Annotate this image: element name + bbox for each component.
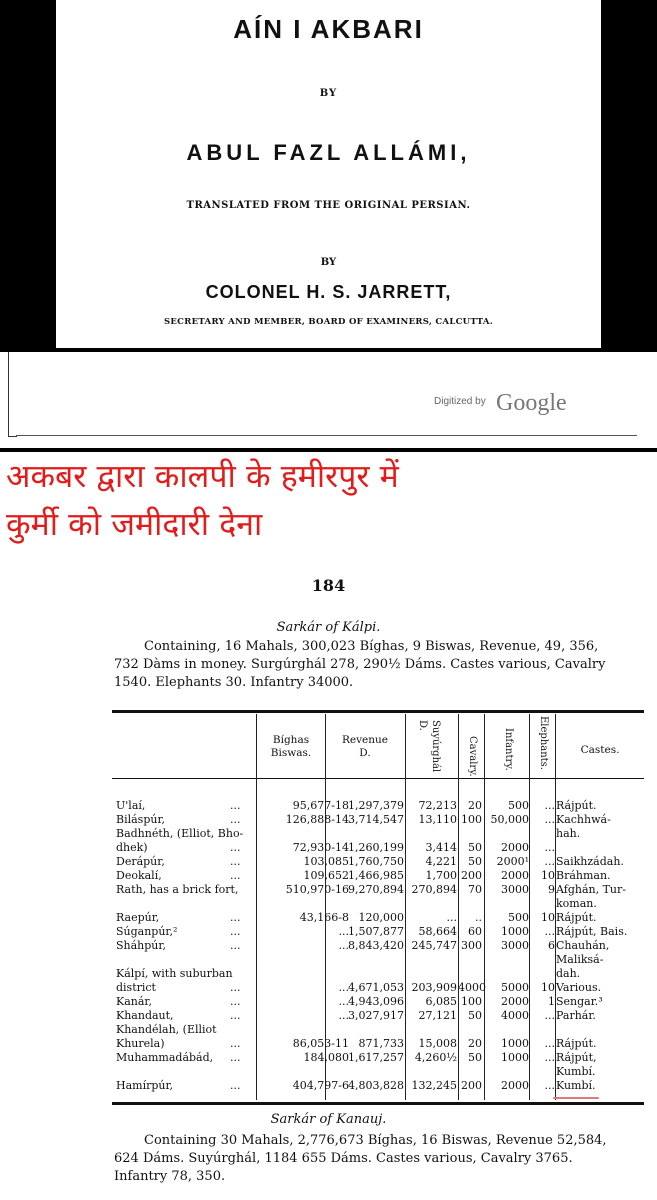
- table-cell-inf: 2000: [501, 841, 529, 854]
- title-page-panel: [0, 0, 657, 348]
- table-cell-name: Badhnéth, (Elliot, Bho-: [116, 827, 244, 840]
- table-cell-cav: 50: [468, 855, 482, 868]
- table-cell-name: Biláspúr,: [116, 813, 165, 826]
- header-elephants-label: Elephants.: [538, 716, 549, 770]
- table-row: [112, 968, 644, 980]
- table-cell-cav: 50: [468, 841, 482, 854]
- table-row: [112, 1024, 644, 1036]
- hindi-caption-line-2: कुर्मी को जमीदारी देना: [6, 505, 263, 543]
- table-cell-name: Raepúr,: [116, 911, 160, 924]
- table-cell-revenue: 1,260,199: [348, 841, 404, 854]
- table-cell-castes: Rájpút, Bais.: [556, 925, 628, 938]
- sarkar-kanauj-summary: [114, 1132, 644, 1186]
- table-cell-suy: 3,414: [425, 841, 457, 854]
- table-cell-castes: Chauhán,: [556, 939, 610, 952]
- table-cell-name: Khandaut,: [116, 1009, 174, 1022]
- table-cell-bighas: ...: [338, 1009, 349, 1022]
- translator-role: SECRETARY AND MEMBER, BOARD OF EXAMINERS, CALCUTTA.: [163, 317, 494, 327]
- table-cell-ele: 9: [548, 883, 555, 896]
- header-suyurghal-label: Suyúrghál: [430, 720, 441, 773]
- header-cavalry-label: Cavalry.: [467, 736, 478, 777]
- table-cell-name: Derápúr,: [116, 855, 165, 868]
- table-bottom-rule: [112, 1102, 644, 1105]
- table-cell-cav: 20: [468, 799, 482, 812]
- header-biswas-label: Biswas.: [270, 747, 312, 759]
- table-cell-bighas: 404,797-6: [292, 1079, 349, 1092]
- table-cell-revenue: 1,760,750: [348, 855, 404, 868]
- table-cell-inf: 4000: [501, 1009, 529, 1022]
- table-cell-bighas: ...: [338, 939, 349, 952]
- table-cell-bighas: 95,677-18: [292, 799, 349, 812]
- table-row: [112, 996, 644, 1008]
- table-header-rule: [112, 778, 644, 779]
- table-cell-inf: 500: [508, 911, 529, 924]
- table-cell-castes: Saikhzádah.: [556, 855, 624, 868]
- table-cell-ele: ...: [544, 855, 555, 868]
- table-cell-inf: 50,000: [490, 813, 529, 826]
- table-cell-name: Kanár,: [116, 995, 152, 1008]
- table-cell-cav: 200: [461, 869, 482, 882]
- header-revenue-label: Revenue: [341, 734, 388, 746]
- table-cell-ele: ...: [544, 1079, 555, 1092]
- header-infantry-label: Infantry.: [503, 728, 514, 771]
- table-cell-revenue: 4,671,053: [348, 981, 404, 994]
- table-cell-dots: ...: [230, 841, 241, 854]
- table-cell-revenue: 3,714,547: [348, 813, 404, 826]
- table-row: [112, 926, 644, 938]
- table-cell-castes: Rájpút.: [556, 911, 597, 924]
- table-cell-revenue: 3,027,917: [348, 1009, 404, 1022]
- table-cell-revenue: 871,733: [358, 1037, 404, 1050]
- table-cell-name: Súganpúr,²: [116, 925, 178, 938]
- table-cell-cav: 200: [461, 1079, 482, 1092]
- hindi-caption-line-1: अकबर द्वारा कालपी के हमीरपुर में: [6, 457, 399, 495]
- table-cell-suy: 1,700: [425, 869, 457, 882]
- table-cell-dots: ...: [230, 1037, 241, 1050]
- table-cell-suy: 72,213: [418, 799, 457, 812]
- title-page: [56, 0, 601, 348]
- header-elephants: [538, 716, 549, 770]
- table-cell-inf: 2000¹: [496, 855, 529, 868]
- table-cell-bighas: 184,080: [303, 1051, 349, 1064]
- table-cell-castes: Parhár.: [556, 1009, 596, 1022]
- table-cell-ele: ...: [544, 1037, 555, 1050]
- table-cell-name: Sháhpúr,: [116, 939, 166, 952]
- table-cell-inf: 1000: [501, 1051, 529, 1064]
- table-cell-suy: 15,008: [418, 1037, 457, 1050]
- page-number: 184: [311, 576, 346, 595]
- table-cell-revenue: 1,617,257: [348, 1051, 404, 1064]
- table-cell-ele: 6: [548, 939, 555, 952]
- summary-line-3: Infantry 78, 350.: [114, 1169, 226, 1184]
- table-cell-suy: 6,085: [425, 995, 457, 1008]
- sarkar-kalpi-heading: Sarkár of Kálpi.: [276, 620, 381, 635]
- table-row: [112, 1052, 644, 1064]
- table-cell-suy: 27,121: [418, 1009, 457, 1022]
- table-cell-inf: 3000: [501, 939, 529, 952]
- table-cell-inf: 1000: [501, 925, 529, 938]
- table-cell-dots: ...: [230, 911, 241, 924]
- table-row: [112, 870, 644, 882]
- table-cell-name: Khurela): [116, 1037, 165, 1050]
- table-cell-inf: 2000: [501, 1079, 529, 1092]
- table-cell-dots: ...: [230, 1079, 241, 1092]
- table-cell-inf: 3000: [501, 883, 529, 896]
- table-row: [112, 1080, 644, 1092]
- table-row: [112, 1038, 644, 1050]
- table-row: [112, 982, 644, 994]
- table-cell-bighas: 103,085: [303, 855, 349, 868]
- table-cell-dots: ...: [230, 813, 241, 826]
- table-cell-name: U'laí,: [116, 799, 146, 812]
- summary-line-1: Containing 30 Mahals, 2,776,673 Bíghas, 16 Biswas, Revenue 52,584,: [144, 1133, 607, 1148]
- table-page-panel: [0, 452, 657, 1200]
- table-cell-cav: ..: [475, 911, 482, 924]
- header-castes: [560, 744, 640, 757]
- table-cell-name: dhek): [116, 841, 148, 854]
- table-cell-ele: ...: [544, 841, 555, 854]
- header-infantry: [503, 728, 514, 771]
- digitized-label: Digitized by: [434, 396, 486, 407]
- table-cell-revenue: 1,297,379: [348, 799, 404, 812]
- table-row: [112, 1010, 644, 1022]
- table-row: [112, 856, 644, 868]
- header-bighas: [258, 734, 324, 760]
- table-cell-bighas: 43,166-8: [299, 911, 349, 924]
- header-bighas-label: Bíghas: [272, 734, 310, 746]
- table-cell-inf: 2000: [501, 869, 529, 882]
- table-cell-bighas: 126,888-14: [285, 813, 349, 826]
- header-revenue: [327, 734, 403, 760]
- table-cell-dots: ...: [230, 925, 241, 938]
- author-name: ABUL FAZL ALLÁMI,: [186, 140, 471, 165]
- table-cell-inf: 5000: [501, 981, 529, 994]
- table-cell-suy: 203,909: [411, 981, 457, 994]
- table-cell-bighas: 510,970-16: [285, 883, 349, 896]
- summary-line-2: 732 Dàms in money. Surgúrghál 278, 290½ Dáms. Castes various, Cavalry: [114, 657, 606, 672]
- table-cell-castes: Kumbí.: [556, 1079, 596, 1092]
- table-cell-ele: ...: [544, 813, 555, 826]
- by-label-2: BY: [320, 257, 337, 268]
- table-cell-revenue: 4,803,828: [348, 1079, 404, 1092]
- table-cell-name: district: [116, 981, 156, 994]
- table-cell-bighas: 86,053-11: [292, 1037, 349, 1050]
- digitized-strip: [0, 352, 657, 448]
- table-cell-bighas: ...: [338, 981, 349, 994]
- table-row: [112, 884, 644, 896]
- table-cell-ele: 10: [541, 981, 555, 994]
- table-row: [112, 954, 644, 966]
- table-cell-name: Khandélah, (Elliot: [116, 1023, 217, 1036]
- table-cell-revenue: 9,270,894: [348, 883, 404, 896]
- table-cell-castes: Rájpút.: [556, 799, 597, 812]
- table-cell-revenue: 120,000: [358, 911, 404, 924]
- table-cell-inf: 1000: [501, 1037, 529, 1050]
- table-cell-dots: ...: [230, 855, 241, 868]
- table-cell-suy: 13,110: [418, 813, 457, 826]
- google-logo: Google: [496, 390, 567, 416]
- by-label: BY: [319, 88, 338, 99]
- table-cell-cav: 50: [468, 1051, 482, 1064]
- table-cell-dots: ...: [230, 1009, 241, 1022]
- table-cell-castes: hah.: [556, 827, 581, 840]
- header-castes-label: Castes.: [580, 744, 620, 756]
- table-cell-castes: Kumbí.: [556, 1065, 596, 1078]
- table-cell-suy: 4,221: [425, 855, 457, 868]
- table-row: [112, 1066, 644, 1078]
- table-cell-name: Hamírpúr,: [116, 1079, 174, 1092]
- table-cell-castes: Rájpút.: [556, 1037, 597, 1050]
- table-cell-bighas: ...: [338, 995, 349, 1008]
- table-cell-name: Kálpí, with suburban: [116, 967, 233, 980]
- table-cell-cav: 100: [461, 995, 482, 1008]
- table-row: [112, 898, 644, 910]
- sarkar-kanauj-heading: Sarkár of Kanauj.: [270, 1112, 387, 1127]
- table-cell-suy: 4,260½: [414, 1051, 457, 1064]
- summary-line-1: Containing, 16 Mahals, 300,023 Bíghas, 9 Biswas, Revenue, 49, 356,: [144, 639, 599, 654]
- summary-line-3: 1540. Elephants 30. Infantry 34000.: [114, 675, 354, 690]
- summary-line-2: 624 Dáms. Suyúrghál, 1184 655 Dáms. Castes various, Cavalry 3765.: [114, 1151, 573, 1166]
- table-row: [112, 828, 644, 840]
- table-cell-ele: ...: [544, 799, 555, 812]
- table-cell-bighas: 109,652: [303, 869, 349, 882]
- table-cell-suy: 132,245: [411, 1079, 457, 1092]
- table-cell-dots: ...: [230, 799, 241, 812]
- table-cell-cav: 70: [468, 883, 482, 896]
- highlight-underline: [553, 1097, 599, 1099]
- header-cavalry: [467, 736, 478, 777]
- table-cell-dots: ...: [230, 995, 241, 1008]
- header-revenue-unit: D.: [359, 747, 371, 759]
- table-cell-bighas: ...: [338, 925, 349, 938]
- table-cell-bighas: 72,930-14: [292, 841, 349, 854]
- table-cell-cav: 4000: [458, 981, 486, 994]
- table-cell-cav: 300: [461, 939, 482, 952]
- translation-note: TRANSLATED FROM THE ORIGINAL PERSIAN.: [186, 200, 471, 211]
- header-suyurghal-unit-label: D.: [417, 720, 428, 731]
- table-cell-name: Muhammadábád,: [116, 1051, 214, 1064]
- table-cell-dots: ...: [230, 869, 241, 882]
- table-cell-suy: 245,747: [411, 939, 457, 952]
- table-cell-suy: ...: [446, 911, 457, 924]
- table-cell-dots: ...: [230, 981, 241, 994]
- table-cell-cav: 20: [468, 1037, 482, 1050]
- table-cell-ele: 10: [541, 911, 555, 924]
- table-row: [112, 814, 644, 826]
- table-cell-revenue: 8,843,420: [348, 939, 404, 952]
- table-cell-cav: 60: [468, 925, 482, 938]
- table-row: [112, 842, 644, 854]
- page-corner-mark: [8, 352, 17, 437]
- table-cell-inf: 2000: [501, 995, 529, 1008]
- book-title: AÍN I AKBARI: [233, 14, 424, 44]
- table-cell-suy: 58,664: [418, 925, 457, 938]
- table-cell-inf: 500: [508, 799, 529, 812]
- table-row: [112, 800, 644, 812]
- table-cell-castes: Afghán, Tur-: [556, 883, 626, 896]
- hindi-caption: [6, 452, 399, 548]
- table-cell-castes: Rájpút,: [556, 1051, 597, 1064]
- table-cell-dots: ...: [230, 1051, 241, 1064]
- table-cell-ele: ...: [544, 1009, 555, 1022]
- table-cell-ele: ...: [544, 925, 555, 938]
- table-row: [112, 912, 644, 924]
- table-top-rule: [112, 710, 644, 713]
- table-cell-ele: 1: [548, 995, 555, 1008]
- table-cell-revenue: 1,466,985: [348, 869, 404, 882]
- table-cell-revenue: 1,507,877: [348, 925, 404, 938]
- sarkar-kalpi-summary: [114, 638, 644, 692]
- table-cell-name: Rath, has a brick fort,: [116, 883, 239, 896]
- table-cell-castes: koman.: [556, 897, 597, 910]
- table-cell-name: Deokalí,: [116, 869, 162, 882]
- table-cell-ele: 10: [541, 869, 555, 882]
- translator-name: COLONEL H. S. JARRETT,: [205, 282, 452, 302]
- table-cell-suy: 270,894: [411, 883, 457, 896]
- table-cell-castes: Kachhwá-: [556, 813, 611, 826]
- table-cell-castes: Bráhman.: [556, 869, 611, 882]
- header-suyurghal-unit: [417, 720, 428, 731]
- page-edge-line: [16, 435, 637, 436]
- table-row: [112, 940, 644, 952]
- table-cell-castes: dah.: [556, 967, 581, 980]
- table-cell-castes: Maliksá-: [556, 953, 604, 966]
- header-suyurghal: [430, 720, 441, 772]
- table-cell-cav: 50: [468, 1009, 482, 1022]
- table-cell-revenue: 4,943,096: [348, 995, 404, 1008]
- table-cell-castes: Various.: [556, 981, 602, 994]
- table-cell-dots: ...: [230, 939, 241, 952]
- table-cell-cav: 100: [461, 813, 482, 826]
- table-cell-castes: Sengar.³: [556, 995, 603, 1008]
- table-cell-ele: ...: [544, 1051, 555, 1064]
